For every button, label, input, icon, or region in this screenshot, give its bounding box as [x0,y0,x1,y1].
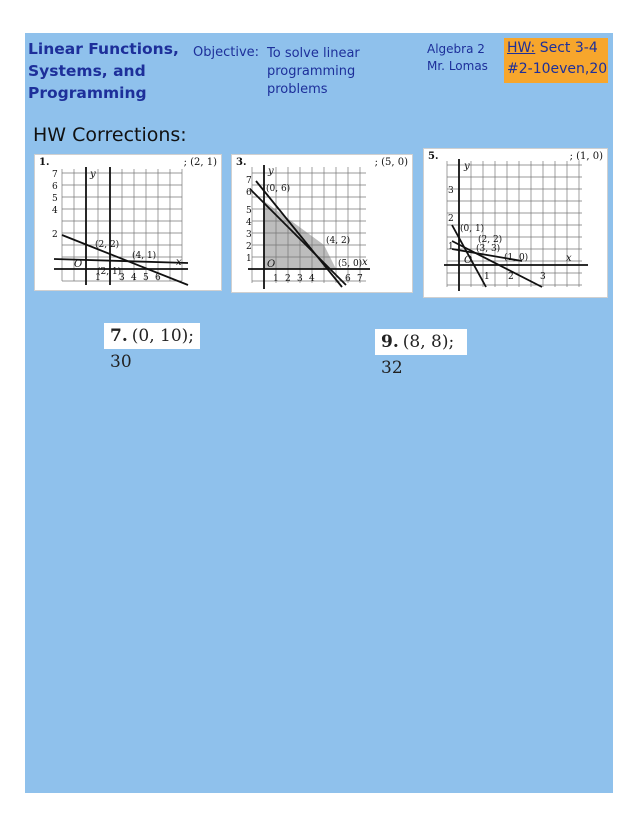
y-axis-label: y [464,161,470,172]
y-tick: 3 [246,230,252,240]
x-tick: 4 [131,273,137,283]
x-tick: 6 [155,273,161,283]
y-tick: 2 [448,214,454,224]
problem-answer: ; (1, 0) [569,151,603,162]
x-axis-label: x [176,257,182,268]
y-axis-label: y [268,166,274,177]
point-label: (3, 3) [476,244,501,254]
graph-card-5 [423,148,608,298]
graph-card-3 [231,154,413,293]
y-tick: 6 [52,182,58,192]
worksheet-page [25,33,613,793]
title-line: Linear Functions, [28,40,179,58]
title-line: Programming [28,84,147,102]
x-tick: 3 [297,274,303,284]
y-tick: 3 [448,186,454,196]
hw-label: HW: [507,40,536,56]
point-label: (2, 2) [478,235,503,245]
point-label: (2, 1) [97,267,122,277]
y-tick: 2 [52,230,58,240]
graph-card-1 [34,154,222,291]
lesson-title [28,38,179,104]
objective-text [267,45,360,99]
problem-number: 1. [39,157,50,168]
y-tick: 7 [52,170,58,180]
problem-number: 3. [236,157,247,168]
course-name: Algebra 2 [427,42,485,56]
point-label: (4, 1) [132,251,157,261]
x-tick: 2 [508,272,514,282]
objective-label: Objective: [193,45,260,60]
graph-3-plot [246,163,371,291]
y-tick: 1 [448,242,454,252]
answer-text: (8, 8); 32 [381,332,455,378]
y-tick: 7 [246,176,252,186]
x-tick: 3 [540,272,546,282]
answer-card-9 [375,329,467,378]
y-tick: 4 [52,206,58,216]
hw-section: Sect 3-4 [539,40,598,56]
y-tick: 2 [246,242,252,252]
x-tick: 6 [345,274,351,284]
problem-number: 5. [428,151,439,162]
x-tick: 1 [95,273,101,283]
origin-label: O [74,259,83,270]
y-tick: 6 [246,188,252,198]
x-tick: 1 [273,274,279,284]
origin-label: O [464,255,473,266]
problem-answer: ; (5, 0) [374,157,408,168]
origin-label: O [267,259,276,270]
y-tick: 5 [52,194,58,204]
x-tick: 7 [357,274,363,284]
corrections-heading: HW Corrections: [33,124,187,146]
point-label: (0, 6) [266,184,291,194]
objective-line: programming [267,64,356,79]
objective-line: To solve linear [267,46,360,61]
teacher-name: Mr. Lomas [427,59,488,73]
graph-5-plot [442,157,592,295]
graph-1-plot [50,165,190,287]
x-tick: 5 [143,273,149,283]
hw-problems: #2-10even,20 [507,61,608,77]
problem-answer: ; (2, 1) [183,157,217,168]
answer-number: 9. [381,332,399,352]
point-label: (4, 2) [326,236,351,246]
objective-line: problems [267,82,328,97]
answer-text: (0, 10); 30 [110,326,194,372]
course-info [427,41,488,75]
x-tick: 3 [119,273,125,283]
y-tick: 1 [246,254,252,264]
x-axis-label: x [566,253,572,264]
point-label: (2, 2) [95,240,120,250]
y-tick: 4 [246,218,252,228]
x-tick: 4 [309,274,315,284]
point-label: (0, 1) [460,224,485,234]
answer-number: 7. [110,326,128,346]
x-axis-label: x [362,257,368,268]
point-label: (1, 0) [504,253,529,263]
point-label: (5, 0) [338,259,363,269]
homework-box [504,38,608,83]
x-tick: 2 [285,274,291,284]
y-axis-label: y [90,169,96,180]
y-tick: 5 [246,206,252,216]
title-line: Systems, and [28,62,146,80]
answer-card-7 [104,323,200,372]
x-tick: 1 [484,272,490,282]
